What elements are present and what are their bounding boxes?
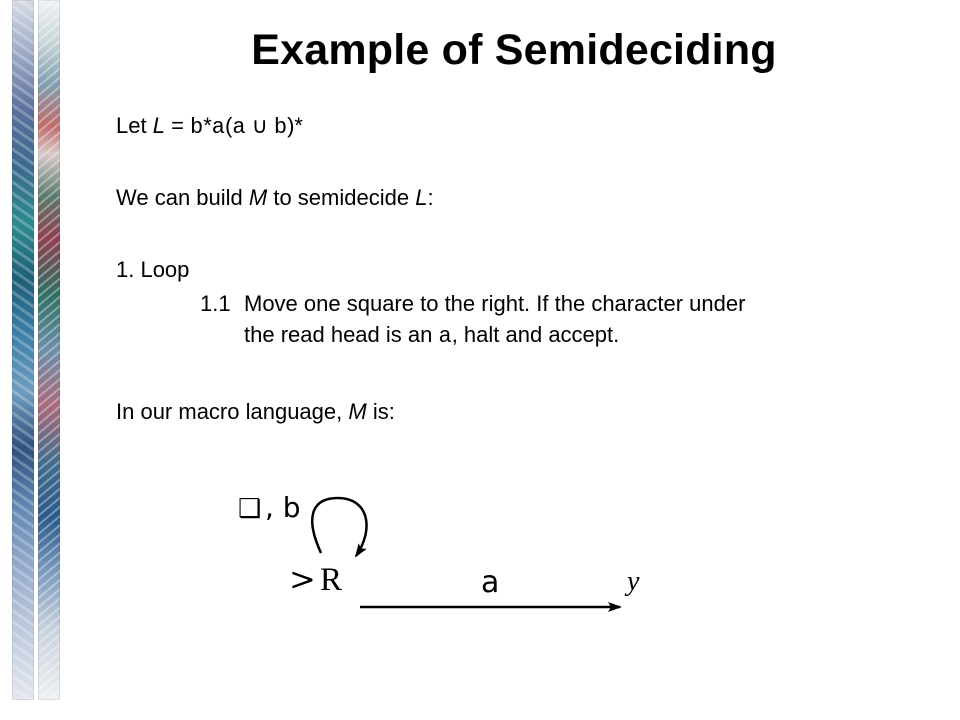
let-prefix: Let <box>116 113 153 138</box>
start-marker: > <box>289 560 316 598</box>
loop-label <box>238 491 301 524</box>
language-definition <box>116 113 303 140</box>
symbol-a: a <box>232 115 246 140</box>
decorative-mosaic-strip-right <box>38 0 60 700</box>
state-R: R <box>320 562 343 598</box>
decorative-mosaic-strip-left <box>12 0 34 700</box>
build-prefix: We can build <box>116 185 249 210</box>
macro-prefix: In our macro language, <box>116 399 349 424</box>
symbol-a: a <box>438 324 452 349</box>
symbol-a: a <box>211 115 225 140</box>
build-statement <box>116 185 434 211</box>
build-suffix: : <box>427 185 434 210</box>
symbol-b: b <box>273 115 288 140</box>
step-1-1-line-2-prefix: the read head is an <box>244 322 439 347</box>
build-middle: to semidecide <box>267 185 416 210</box>
step-1-1-number: 1.1 <box>200 291 231 316</box>
step-1-1-line-2-suffix: , halt and accept. <box>451 322 620 347</box>
slide-title: Example of Semideciding <box>251 26 777 74</box>
transition-label-a: a <box>481 565 500 600</box>
language-symbol: L <box>152 113 165 138</box>
loop-label-rest: , b <box>265 491 301 524</box>
symbol-b: b <box>190 115 204 140</box>
machine-symbol: M <box>348 399 367 424</box>
macro-suffix: is: <box>366 399 395 424</box>
step-1-1-line-1: Move one square to the right. If the character under <box>244 291 746 316</box>
language-symbol: L <box>415 185 428 210</box>
halt-state-y: y <box>627 566 640 597</box>
close-paren-star: )* <box>287 113 303 138</box>
union-operator: ∪ <box>245 113 274 138</box>
machine-symbol: M <box>248 185 268 210</box>
step-1: 1. Loop <box>116 257 190 282</box>
macro-statement <box>116 399 395 425</box>
blank-symbol-icon: ❑ <box>238 494 262 524</box>
kleene-star: * <box>203 113 212 138</box>
step-1-1-line-2 <box>244 322 619 349</box>
equals-sign: = <box>164 113 191 138</box>
open-paren: ( <box>225 113 233 138</box>
self-loop-arrow <box>312 498 366 556</box>
